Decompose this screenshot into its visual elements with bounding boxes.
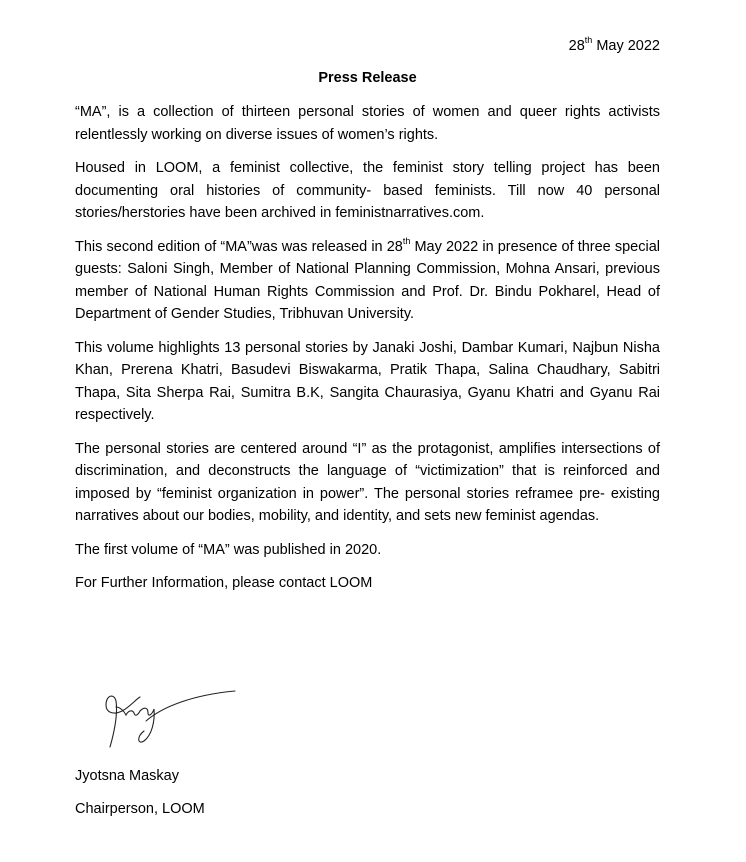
date-suffix: th [584,35,593,46]
date-rest: May 2022 [596,38,660,54]
paragraph-contact: For Further Information, please contact LOOM [75,575,373,591]
document-body [75,101,660,606]
page-title: Press Release [318,70,417,86]
paragraph-volume-highlights: This volume highlights 13 personal stories by Janaki Joshi, Dambar Kumari, Najbun Nisha Khan, Prerena Khatri, Basudevi Biswakarma, Pratik Thapa, Salina Chaudhary, Sabitri Thapa, Sita Sherpa Rai, Sumitra B.K, Sangita Chaurasiya, Gyanu Khatri and Gyanu Rai respectively. [75,339,660,423]
paragraph-first-volume: The first volume of “MA” was published in 2020. [75,541,382,558]
paragraph-personal-stories: The personal stories are centered around “I” as the protagonist, amplifies intersections of discrimination, and deconstructs the language of “victimization” that is reinforced and imposed by “feminist organization in power”. The personal stories reframee pre- existing narratives about our bodies, mobility, and identity, and sets new feminist agendas. [75,440,660,524]
paragraph-second-edition [75,236,660,326]
date-day: 28 [568,38,585,54]
signer-name: Jyotsna Maskay [75,768,179,784]
paragraph-intro: “MA”, is a collection of thirteen personal stories of women and queer rights activists relentlessly working on diverse issues of women’s rights. [75,104,660,143]
paragraph-second-edition-part1: This second edition of “MA”was was released in 28 [75,238,403,255]
release-date [569,36,660,56]
signer-role: Chairperson, LOOM [75,801,205,817]
paragraph-second-edition-sup: th [402,235,411,246]
signature-icon [92,685,242,755]
paragraph-second-edition-part2: May 2022 in presence of three special guests: Saloni Singh, Member of National Planning Commission, Mohna Ansari, previous member of National Human Rights Commission and Prof. Dr. Bindu Pokharel, Head of Department of Gender Studies, Tribhuvan University. [75,238,660,322]
paragraph-loom: Housed in LOOM, a feminist collective, the feminist story telling project has been documenting oral histories of community- based feminists. Till now 40 personal stories/herstories have been archived in feministnarratives.com. [75,160,660,221]
